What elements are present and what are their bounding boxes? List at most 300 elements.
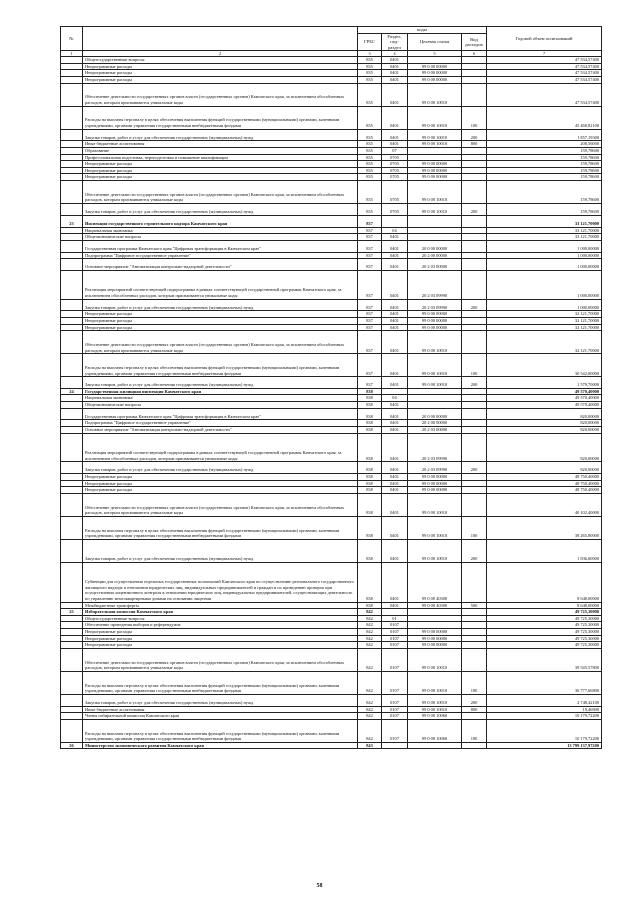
row-section <box>382 215 408 227</box>
row-grbs: 837 <box>358 252 382 259</box>
row-number <box>61 713 83 720</box>
row-expense-type: 200 <box>462 377 487 389</box>
row-target-article <box>408 622 462 629</box>
row-description: Иные бюджетные ассигнования <box>83 141 358 148</box>
table-row <box>61 562 602 602</box>
header-grbs: ГРБС <box>358 34 382 51</box>
row-grbs: 835 <box>358 174 382 181</box>
row-section: 0401 <box>382 259 408 271</box>
row-target-article: 99 0 00 10010 <box>408 106 462 129</box>
row-section: 0401 <box>382 331 408 354</box>
row-target-article: 20 2 03 09990 <box>408 433 462 462</box>
row-target-article: 99 0 00 00000 <box>408 77 462 84</box>
row-target-article: 99 0 00 00000 <box>408 629 462 636</box>
row-amount: 820,00000 <box>487 420 602 427</box>
table-row <box>61 311 602 318</box>
row-amount: 1 857,19300 <box>487 129 602 141</box>
row-amount: 1 000,00000 <box>487 299 602 311</box>
row-expense-type <box>462 57 487 64</box>
row-grbs: 835 <box>358 161 382 168</box>
table-row <box>61 420 602 427</box>
row-expense-type: 200 <box>462 694 487 706</box>
row-grbs: 837 <box>358 354 382 377</box>
row-amount: 159,78600 <box>487 147 602 154</box>
row-number <box>61 402 83 409</box>
row-description: Реализация мероприятий соответствующей подпрограммы в рамках соответствующей государственной программы Камчатского края, за исключением обособленных расходов, которым присваиваются уникальные коды <box>83 270 358 299</box>
row-target-article: 99 0 00 10010 <box>408 648 462 671</box>
row-expense-type: 100 <box>462 516 487 539</box>
row-amount: 49 725,30000 <box>487 615 602 622</box>
row-expense-type: 200 <box>462 539 487 562</box>
row-expense-type <box>462 622 487 629</box>
row-amount: 49 725,30000 <box>487 622 602 629</box>
row-section: 0401 <box>382 129 408 141</box>
row-number <box>61 240 83 252</box>
row-section: 0401 <box>382 141 408 148</box>
row-expense-type <box>462 83 487 106</box>
row-target-article: 99 0 00 00000 <box>408 70 462 77</box>
row-target-article: 20 0 00 00000 <box>408 240 462 252</box>
row-description: Обеспечение деятельности государственных органов власти (государственных органов) Камчатского края, за исключением обособленных расходов, которым присваиваются уникальные коды <box>83 180 358 203</box>
row-description: Инспекция государственного строительного надзора Камчатского края <box>83 215 358 227</box>
row-expense-type <box>462 180 487 203</box>
table-row <box>61 629 602 636</box>
row-description: Непрограммные расходы <box>83 63 358 70</box>
row-target-article: 99 0 00 00000 <box>408 167 462 174</box>
row-description: Непрограммные расходы <box>83 317 358 324</box>
row-expense-type <box>462 270 487 299</box>
row-amount: 159,78600 <box>487 174 602 181</box>
row-amount: 49 725,30000 <box>487 629 602 636</box>
row-description: Непрограммные расходы <box>83 642 358 649</box>
row-description: Закупка товаров, работ и услуг для обеспечения государственных (муниципальных) нужд <box>83 539 358 562</box>
row-section: 0401 <box>382 420 408 427</box>
row-target-article: 99 0 00 00000 <box>408 311 462 318</box>
table-row <box>61 63 602 70</box>
row-grbs: 838 <box>358 480 382 487</box>
row-number <box>61 299 83 311</box>
row-description: Обеспечение деятельности государственных органов власти (государственных органов) Камчатского края, за исключением обособленных расходов, которым присваиваются уникальные коды <box>83 83 358 106</box>
row-description: Закупка товаров, работ и услуг для обеспечения государственных (муниципальных) нужд <box>83 299 358 311</box>
row-section: 0401 <box>382 462 408 474</box>
row-amount: 159,78600 <box>487 161 602 168</box>
row-amount: 32 121,70000 <box>487 324 602 331</box>
table-row <box>61 227 602 234</box>
row-grbs: 838 <box>358 395 382 402</box>
row-section: 0107 <box>382 713 408 720</box>
table-row <box>61 331 602 354</box>
row-grbs: 843 <box>358 742 382 749</box>
table-row <box>61 539 602 562</box>
row-description: Обеспечение деятельности государственных органов власти (государственных органов) Камчатского края, за исключением обособленных расходов, которым присваиваются уникальные коды <box>83 648 358 671</box>
row-grbs: 837 <box>358 215 382 227</box>
row-grbs: 835 <box>358 106 382 129</box>
row-amount: 32 121,70000 <box>487 311 602 318</box>
row-section: 0401 <box>382 377 408 389</box>
row-amount: 159,78600 <box>487 167 602 174</box>
table-row <box>61 474 602 481</box>
row-target-article: 99 0 00 00000 <box>408 63 462 70</box>
row-description: Государственная жилищная инспекция Камчатского края <box>83 388 358 395</box>
row-grbs: 838 <box>358 602 382 609</box>
table-row <box>61 203 602 215</box>
row-expense-type <box>462 77 487 84</box>
row-number <box>61 462 83 474</box>
column-index: 4 <box>382 51 408 57</box>
row-number <box>61 324 83 331</box>
row-grbs: 835 <box>358 70 382 77</box>
row-number <box>61 147 83 154</box>
row-target-article <box>408 215 462 227</box>
row-expense-type <box>462 480 487 487</box>
table-row <box>61 83 602 106</box>
table-row <box>61 642 602 649</box>
row-section: 0705 <box>382 203 408 215</box>
row-description: Министерство экономического развития Камчатского края <box>83 742 358 749</box>
table-row <box>61 180 602 203</box>
row-target-article: 99 0 00 10010 <box>408 331 462 354</box>
row-grbs: 835 <box>358 147 382 154</box>
row-description: Межбюджетные трансферты <box>83 602 358 609</box>
row-number <box>61 259 83 271</box>
row-amount: 45 468,82100 <box>487 106 602 129</box>
row-target-article <box>408 147 462 154</box>
row-expense-type <box>462 742 487 749</box>
row-section: 0401 <box>382 77 408 84</box>
row-target-article: 99 0 00 10010 <box>408 180 462 203</box>
row-description: Общеэкономические вопросы <box>83 234 358 241</box>
row-description: Непрограммные расходы <box>83 70 358 77</box>
table-row <box>61 480 602 487</box>
row-number: 24 <box>61 388 83 395</box>
row-description: Непрограммные расходы <box>83 635 358 642</box>
row-amount: 1 000,00000 <box>487 252 602 259</box>
table-row <box>61 742 602 749</box>
row-description: Обеспечение деятельности государственных органов власти (государственных органов) Камчатского края, за исключением обособленных расходов, которым присваиваются уникальные коды <box>83 493 358 516</box>
row-expense-type <box>462 324 487 331</box>
row-amount: 47 534,57400 <box>487 83 602 106</box>
row-amount: 19,46900 <box>487 706 602 713</box>
row-expense-type: 500 <box>462 602 487 609</box>
row-section: 0401 <box>382 427 408 434</box>
row-grbs: 842 <box>358 635 382 642</box>
table-row <box>61 402 602 409</box>
row-section: 0401 <box>382 474 408 481</box>
row-description: Национальная экономика <box>83 227 358 234</box>
row-description: Расходы на выплаты персоналу в целях обеспечения выполнения функций государственными (муниципальными) органами, казенными учреждениями, органами управления государственными внебюджетными фондами <box>83 106 358 129</box>
row-section: 0705 <box>382 180 408 203</box>
row-grbs: 838 <box>358 516 382 539</box>
row-section: 0401 <box>382 311 408 318</box>
row-description: Расходы на выплаты персоналу в целях обеспечения выполнения функций государственными (муниципальными) органами, казенными учреждениями, органами управления государственными внебюджетными фондами <box>83 671 358 694</box>
row-target-article: 20 2 00 00000 <box>408 420 462 427</box>
row-target-article: 99 0 00 00000 <box>408 487 462 494</box>
row-expense-type <box>462 388 487 395</box>
row-description: Избирательная комиссия Камчатского края <box>83 609 358 616</box>
row-grbs: 837 <box>358 240 382 252</box>
row-number <box>61 129 83 141</box>
row-expense-type: 200 <box>462 462 487 474</box>
row-number <box>61 433 83 462</box>
row-number <box>61 562 83 602</box>
column-index: 5 <box>408 51 462 57</box>
row-target-article <box>408 615 462 622</box>
row-amount: 49 725,30000 <box>487 609 602 616</box>
column-index: 6 <box>462 51 487 57</box>
row-grbs: 835 <box>358 57 382 64</box>
row-number <box>61 408 83 420</box>
table-row <box>61 395 602 402</box>
row-amount: 32 121,70000 <box>487 331 602 354</box>
row-target-article: 99 0 00 00000 <box>408 474 462 481</box>
row-number <box>61 516 83 539</box>
row-expense-type <box>462 259 487 271</box>
row-amount: 159,78600 <box>487 203 602 215</box>
row-number <box>61 395 83 402</box>
row-amount: 33 121,70000 <box>487 227 602 234</box>
row-target-article: 99 0 00 00000 <box>408 480 462 487</box>
row-section: 0401 <box>382 234 408 241</box>
row-number <box>61 270 83 299</box>
row-number <box>61 635 83 642</box>
row-section: 0401 <box>382 299 408 311</box>
row-grbs: 835 <box>358 129 382 141</box>
row-number <box>61 167 83 174</box>
row-expense-type <box>462 215 487 227</box>
row-number <box>61 642 83 649</box>
row-target-article: 20 2 00 00000 <box>408 252 462 259</box>
row-grbs: 835 <box>358 83 382 106</box>
row-grbs: 842 <box>358 671 382 694</box>
row-number <box>61 331 83 354</box>
row-section: 01 <box>382 615 408 622</box>
row-grbs: 842 <box>358 629 382 636</box>
row-amount: 820,00000 <box>487 408 602 420</box>
row-grbs: 838 <box>358 493 382 516</box>
row-description: Реализация мероприятий соответствующей подпрограммы в рамках соответствующей государственной программы Камчатского края, за исключением обособленных расходов, которым присваиваются уникальные коды <box>83 433 358 462</box>
row-grbs: 837 <box>358 311 382 318</box>
table-row <box>61 240 602 252</box>
row-section: 0705 <box>382 174 408 181</box>
header-expense-type: Вид расходов <box>462 34 487 51</box>
row-target-article: 20 2 03 09990 <box>408 462 462 474</box>
row-description: Закупка товаров, работ и услуг для обеспечения государственных (муниципальных) нужд <box>83 462 358 474</box>
row-number <box>61 354 83 377</box>
row-target-article: 99 0 00 10010 <box>408 354 462 377</box>
row-target-article: 20 2 03 00000 <box>408 427 462 434</box>
row-number <box>61 70 83 77</box>
header-codes: коды <box>358 27 487 34</box>
row-amount: 33 121,70000 <box>487 215 602 227</box>
row-amount: 8 648,00000 <box>487 602 602 609</box>
budget-table <box>60 26 602 749</box>
row-grbs: 842 <box>358 642 382 649</box>
row-number <box>61 227 83 234</box>
row-expense-type: 800 <box>462 141 487 148</box>
row-description: Подпрограмма "Цифровое государственное управление" <box>83 252 358 259</box>
table-row <box>61 462 602 474</box>
row-grbs: 837 <box>358 234 382 241</box>
row-number <box>61 317 83 324</box>
budget-page <box>60 26 601 749</box>
row-amount: 47 534,57400 <box>487 57 602 64</box>
row-description: Непрограммные расходы <box>83 174 358 181</box>
row-description: Основное мероприятие "Автоматизация контрольно-надзорной деятельности" <box>83 259 358 271</box>
table-row <box>61 161 602 168</box>
row-expense-type <box>462 487 487 494</box>
table-row <box>61 487 602 494</box>
row-number <box>61 141 83 148</box>
row-section: 0107 <box>382 622 408 629</box>
row-expense-type <box>462 420 487 427</box>
row-grbs: 838 <box>358 420 382 427</box>
row-number <box>61 427 83 434</box>
row-amount: 820,00000 <box>487 462 602 474</box>
row-section: 0705 <box>382 154 408 161</box>
header-section: Раздел, под-раздел <box>382 34 408 51</box>
row-amount: 47 534,57400 <box>487 63 602 70</box>
row-target-article: 99 0 00 10010 <box>408 141 462 148</box>
row-grbs: 837 <box>358 377 382 389</box>
row-number <box>61 493 83 516</box>
row-section: 0401 <box>382 480 408 487</box>
row-amount: 820,00000 <box>487 433 602 462</box>
row-number <box>61 615 83 622</box>
row-number <box>61 203 83 215</box>
row-section: 0401 <box>382 270 408 299</box>
row-grbs: 838 <box>358 562 382 602</box>
table-row <box>61 609 602 616</box>
row-grbs: 835 <box>358 154 382 161</box>
row-expense-type <box>462 161 487 168</box>
table-row <box>61 615 602 622</box>
row-expense-type <box>462 493 487 516</box>
row-number <box>61 180 83 203</box>
row-number <box>61 694 83 706</box>
table-row <box>61 427 602 434</box>
row-target-article: 99 0 00 10010 <box>408 671 462 694</box>
row-grbs: 835 <box>358 63 382 70</box>
row-target-article: 99 0 00 10010 <box>408 706 462 713</box>
row-number: 26 <box>61 742 83 749</box>
row-amount: 36 777,66800 <box>487 671 602 694</box>
row-amount: 33 121,70000 <box>487 234 602 241</box>
column-index: 3 <box>358 51 382 57</box>
row-grbs: 838 <box>358 427 382 434</box>
row-amount: 8 648,00000 <box>487 562 602 602</box>
table-row <box>61 493 602 516</box>
row-number <box>61 234 83 241</box>
row-description: Непрограммные расходы <box>83 311 358 318</box>
row-amount: 1 000,00000 <box>487 259 602 271</box>
row-section: 0107 <box>382 719 408 742</box>
row-number <box>61 629 83 636</box>
row-amount: 1 836,60000 <box>487 539 602 562</box>
row-description: Государственная программа Камчатского края "Цифровая трансформация в Камчатском крае" <box>83 408 358 420</box>
row-target-article: 20 2 03 00000 <box>408 259 462 271</box>
row-description: Непрограммные расходы <box>83 167 358 174</box>
row-grbs: 842 <box>358 719 382 742</box>
row-expense-type <box>462 408 487 420</box>
row-description: Общегосударственные вопросы <box>83 615 358 622</box>
row-expense-type: 200 <box>462 299 487 311</box>
row-expense-type <box>462 331 487 354</box>
row-target-article <box>408 395 462 402</box>
row-section: 0401 <box>382 106 408 129</box>
row-target-article <box>408 609 462 616</box>
row-description: Обеспечение деятельности государственных органов власти (государственных органов) Камчатского края, за исключением обособленных расходов, которым присваиваются уникальные коды <box>83 331 358 354</box>
table-row <box>61 215 602 227</box>
row-target-article: 99 0 00 00000 <box>408 635 462 642</box>
row-number <box>61 161 83 168</box>
row-amount: 49 570,40000 <box>487 402 602 409</box>
row-section: 07 <box>382 147 408 154</box>
row-expense-type <box>462 609 487 616</box>
row-description: Иные бюджетные ассигнования <box>83 706 358 713</box>
row-number <box>61 311 83 318</box>
row-grbs: 837 <box>358 227 382 234</box>
row-grbs: 838 <box>358 539 382 562</box>
row-description: Непрограммные расходы <box>83 161 358 168</box>
row-target-article: 99 0 00 10010 <box>408 203 462 215</box>
row-amount: 47 534,57400 <box>487 77 602 84</box>
row-grbs: 837 <box>358 299 382 311</box>
row-number <box>61 602 83 609</box>
table-row <box>61 154 602 161</box>
row-description: Основное мероприятие "Автоматизация контрольно-надзорной деятельности" <box>83 427 358 434</box>
row-grbs: 837 <box>358 317 382 324</box>
row-number <box>61 706 83 713</box>
row-expense-type <box>462 562 487 602</box>
row-section: 0401 <box>382 70 408 77</box>
table-row <box>61 602 602 609</box>
row-grbs: 837 <box>358 259 382 271</box>
table-row <box>61 70 602 77</box>
table-row <box>61 57 602 64</box>
row-expense-type <box>462 629 487 636</box>
row-grbs: 838 <box>358 388 382 395</box>
header-name <box>83 27 358 51</box>
row-description: Непрограммные расходы <box>83 487 358 494</box>
row-expense-type <box>462 648 487 671</box>
row-number <box>61 377 83 389</box>
header-annual-volume: Годовой объем ассигнований <box>487 27 602 51</box>
row-section: 0401 <box>382 252 408 259</box>
row-expense-type: 200 <box>462 203 487 215</box>
row-amount: 40 102,40000 <box>487 493 602 516</box>
row-number <box>61 252 83 259</box>
row-amount: 48 750,40000 <box>487 480 602 487</box>
row-target-article: 99 0 00 00000 <box>408 161 462 168</box>
table-row <box>61 433 602 462</box>
row-number: 23 <box>61 215 83 227</box>
row-section: 0401 <box>382 408 408 420</box>
row-grbs: 842 <box>358 609 382 616</box>
row-target-article: 99 0 00 00000 <box>408 174 462 181</box>
row-section <box>382 609 408 616</box>
row-target-article: 99 0 00 10010 <box>408 83 462 106</box>
row-target-article <box>408 402 462 409</box>
table-row <box>61 317 602 324</box>
row-section: 0107 <box>382 648 408 671</box>
row-target-article: 99 0 00 10010 <box>408 694 462 706</box>
row-target-article: 99 0 00 40300 <box>408 602 462 609</box>
row-amount: 49 570,40000 <box>487 395 602 402</box>
row-expense-type <box>462 615 487 622</box>
row-grbs: 835 <box>358 141 382 148</box>
row-target-article: 99 0 00 10010 <box>408 493 462 516</box>
row-grbs: 842 <box>358 694 382 706</box>
